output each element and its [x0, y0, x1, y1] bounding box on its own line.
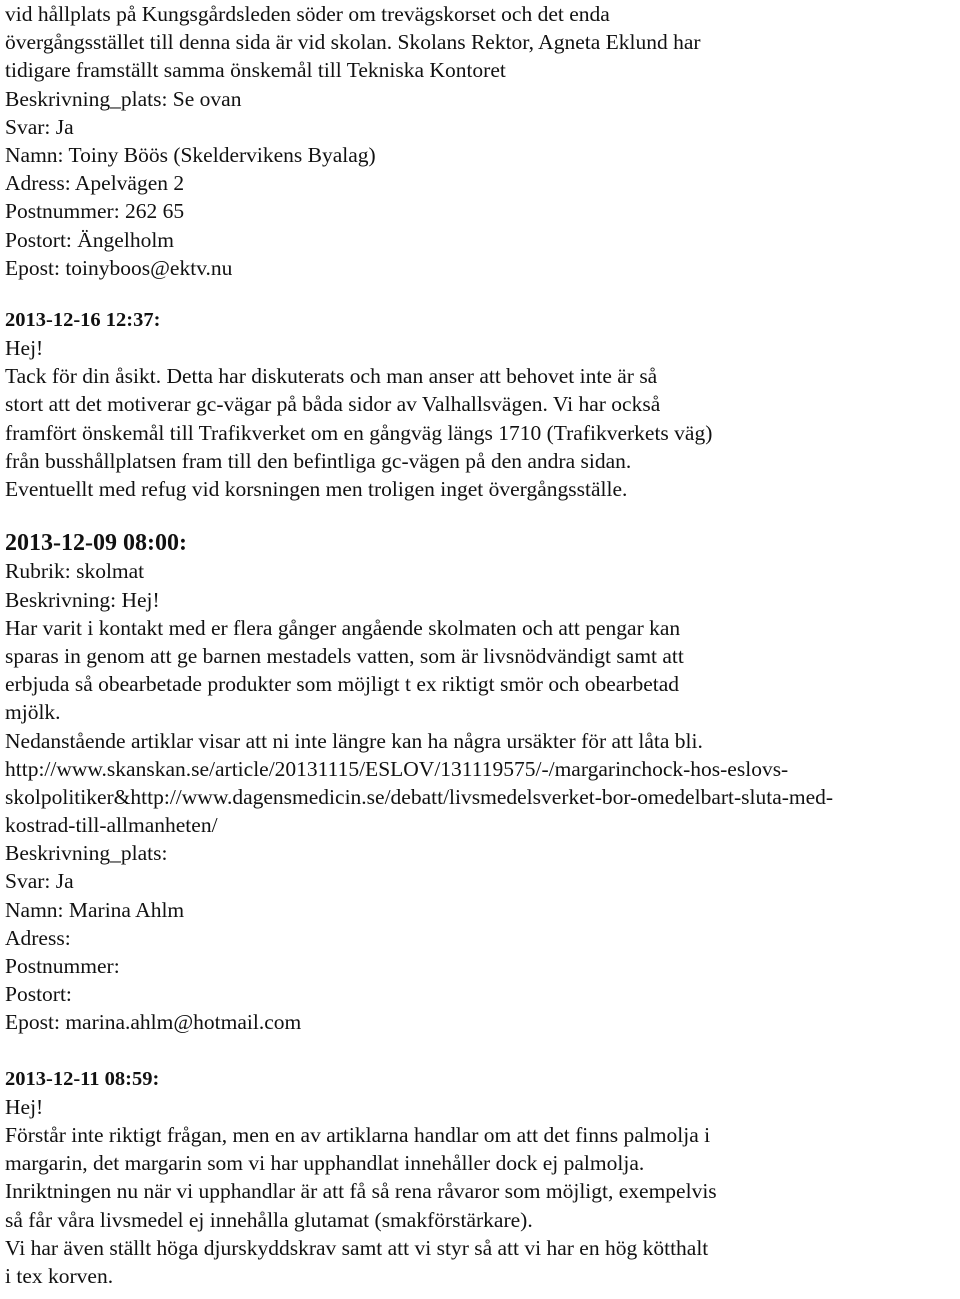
city-field: Postort: — [5, 982, 72, 1007]
description-field: Beskrivning: Hej! — [5, 587, 160, 612]
text-line: framfört önskemål till Trafikverket om en gångväg längs 1710 (Trafikverkets väg) — [5, 420, 713, 445]
name-field: Namn: Marina Ahlm — [5, 897, 185, 922]
text-line: margarin, det margarin som vi har upphandlat innehåller dock ej palmolja. — [5, 1151, 645, 1176]
reply-entry — [5, 306, 957, 503]
text-line: Vi har även ställt höga djurskyddskrav samt att vi styr så att vi har en hög kötthalt — [5, 1235, 709, 1260]
spacer — [5, 1037, 957, 1065]
email-field: Epost: marina.ahlm@hotmail.com — [5, 1010, 302, 1035]
text-line: Har varit i kontakt med er flera gånger angående skolmaten och att pengar kan — [5, 615, 681, 640]
document-page — [5, 0, 957, 1290]
postal-code-field: Postnummer: — [5, 954, 120, 978]
text-line: så får våra livsmedel ej innehålla glutamat (smakförstärkare). — [5, 1207, 533, 1232]
spacer — [5, 503, 957, 529]
reply-timestamp: 2013-12-11 08:59: — [5, 1067, 160, 1090]
text-line: Tack för din åsikt. Detta har diskuterats och man anser att behovet inte är så — [5, 364, 658, 389]
location-description: Beskrivning_plats: — [5, 841, 168, 866]
address-field: Adress: Apelvägen 2 — [5, 171, 185, 196]
name-field: Namn: Toiny Böös (Skeldervikens Byalag) — [5, 142, 376, 167]
text-line: från busshållplatsen fram till den befintliga gc-vägen på den andra sidan. — [5, 448, 632, 473]
address-field: Adress: — [5, 925, 71, 950]
subject-field: Rubrik: skolmat — [5, 559, 145, 584]
url-line: http://www.skanskan.se/article/20131115/ESLOV/131119575/-/margarinchock-hos-eslovs- — [5, 756, 789, 781]
text-line: Hej! — [5, 1094, 44, 1119]
submission-entry — [5, 529, 957, 1036]
text-line: vid hållplats på Kungsgårdsleden söder om trevägskorset och det enda — [5, 2, 610, 26]
url-line: skolpolitiker&http://www.dagensmedicin.se/debatt/livsmedelsverket-bor-omedelbart-sluta-med- — [5, 784, 834, 809]
text-line: Eventuellt med refug vid korsningen men troligen inget övergångsställe. — [5, 477, 628, 501]
text-line: Inriktningen nu när vi upphandlar är att få så rena råvaror som möjligt, exempelvis — [5, 1179, 717, 1204]
text-line: stort att det motiverar gc-vägar på båda sidor av Valhallsvägen. Vi har också — [5, 392, 661, 417]
reply-entry — [5, 1065, 957, 1291]
text-line: Nedanstående artiklar visar att ni inte längre kan ha några ursäkter för att låta bli. — [5, 728, 703, 753]
text-line: övergångsstället till denna sida är vid skolan. Skolans Rektor, Agneta Eklund har — [5, 30, 701, 55]
text-line: Förstår inte riktigt frågan, men en av artiklarna handlar om att det finns palmolja i — [5, 1122, 711, 1147]
text-line: erbjuda så obearbetade produkter som möjligt t ex riktigt smör och obearbetad — [5, 672, 680, 697]
text-line: mjölk. — [5, 700, 61, 725]
answer-field: Svar: Ja — [5, 869, 74, 894]
answer-field: Svar: Ja — [5, 114, 74, 139]
text-line: Hej! — [5, 336, 44, 361]
spacer — [5, 282, 957, 306]
text-line: sparas in genom att ge barnen mestadels vatten, som är livsnödvändigt samt att — [5, 643, 684, 668]
email-field: Epost: toinyboos@ektv.nu — [5, 255, 233, 280]
location-description: Beskrivning_plats: Se ovan — [5, 86, 242, 111]
url-line: kostrad-till-allmanheten/ — [5, 813, 218, 838]
text-line: tidigare framställt samma önskemål till Tekniska Kontoret — [5, 58, 506, 83]
reply-timestamp: 2013-12-16 12:37: — [5, 308, 161, 331]
postal-code-field: Postnummer: 262 65 — [5, 199, 185, 224]
text-line: i tex korven. — [5, 1263, 114, 1288]
entry-continuation — [5, 0, 957, 282]
city-field: Postort: Ängelholm — [5, 227, 175, 252]
entry-timestamp: 2013-12-09 08:00: — [5, 530, 187, 557]
